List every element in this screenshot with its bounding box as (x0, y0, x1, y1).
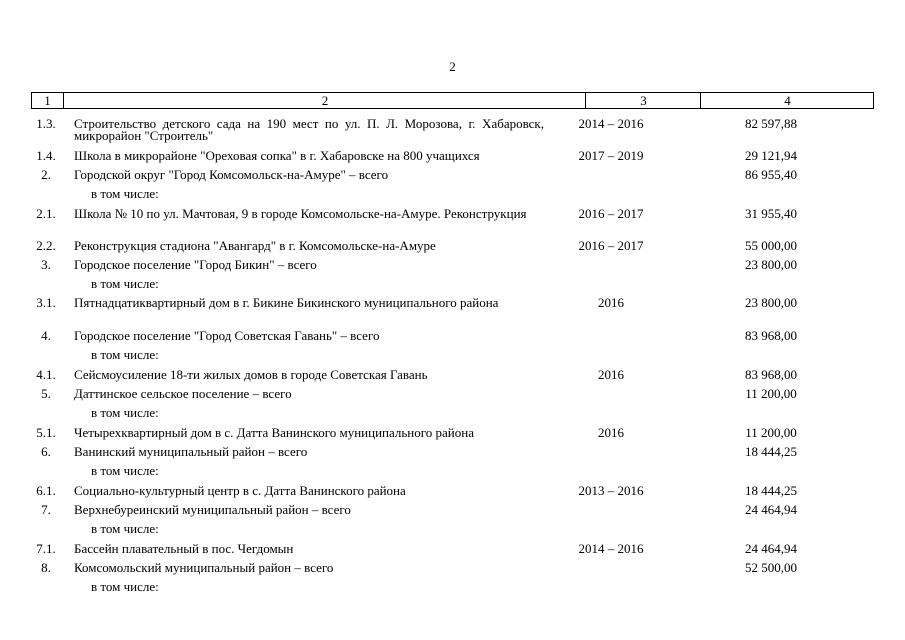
header-col-2: 2 (63, 93, 586, 108)
row-sum: 55 000,00 (745, 238, 797, 253)
row-number: 2.1. (36, 206, 56, 221)
row-years: 2016 – 2017 (578, 238, 644, 253)
row-sum: 18 444,25 (745, 444, 797, 459)
row-sum: 52 500,00 (745, 560, 797, 575)
row-years: 2016 (598, 295, 624, 310)
row-name: в том числе: (91, 463, 159, 478)
row-name: Бассейн плавательный в пос. Чегдомын (74, 541, 294, 556)
row-name: в том числе: (91, 521, 159, 536)
row-number: 3. (41, 257, 51, 272)
row-sum: 83 968,00 (745, 328, 797, 343)
row-name: Даттинское сельское поселение – всего (74, 386, 292, 401)
row-number: 1.3. (36, 116, 56, 131)
row-number: 5. (41, 386, 51, 401)
row-number: 3.1. (36, 295, 56, 310)
row-name: в том числе: (91, 579, 159, 594)
header-col-4: 4 (700, 93, 874, 108)
row-sum: 24 464,94 (745, 541, 797, 556)
row-years: 2014 – 2016 (578, 116, 644, 131)
row-name: в том числе: (91, 405, 159, 420)
row-name: Ванинский муниципальный район – всего (74, 444, 308, 459)
row-name: Строительство детского сада на 190 мест по ул. П. Л. Морозова, г. Хабаровск, микрорайон "Строитель" (74, 116, 544, 143)
row-name: Комсомольский муниципальный район – всего (74, 560, 334, 575)
row-sum: 31 955,40 (745, 206, 797, 221)
row-sum: 18 444,25 (745, 483, 797, 498)
row-years: 2013 – 2016 (578, 483, 644, 498)
row-name: Верхнебуреинский муниципальный район – всего (74, 502, 351, 517)
row-name: в том числе: (91, 347, 159, 362)
row-name: Школа № 10 по ул. Мачтовая, 9 в городе Комсомольске-на-Амуре. Реконструкция (74, 206, 527, 221)
row-name: Четырехквартирный дом в с. Датта Ванинского муниципального района (74, 425, 474, 440)
row-sum: 83 968,00 (745, 367, 797, 382)
row-years: 2017 – 2019 (578, 148, 644, 163)
row-sum: 24 464,94 (745, 502, 797, 517)
row-name: Городской округ "Город Комсомольск-на-Амуре" – всего (74, 167, 389, 182)
row-number: 7. (41, 502, 51, 517)
row-sum: 11 200,00 (745, 425, 797, 440)
row-sum: 86 955,40 (745, 167, 797, 182)
row-number: 4.1. (36, 367, 56, 382)
row-name: в том числе: (91, 186, 159, 201)
row-sum: 11 200,00 (745, 386, 797, 401)
row-years: 2016 (598, 367, 624, 382)
row-name: Пятнадцатиквартирный дом в г. Бикине Бикинского муниципального района (74, 295, 499, 310)
row-sum: 23 800,00 (745, 257, 797, 272)
header-col-1: 1 (44, 93, 51, 108)
row-years: 2016 (598, 425, 624, 440)
row-number: 8. (41, 560, 51, 575)
row-sum: 29 121,94 (745, 148, 797, 163)
table-header (31, 92, 874, 109)
row-name: в том числе: (91, 276, 159, 291)
row-name: Сейсмоусиление 18-ти жилых домов в городе Советская Гавань (74, 367, 428, 382)
header-col-3: 3 (585, 93, 701, 108)
row-number: 2. (41, 167, 51, 182)
row-number: 7.1. (36, 541, 56, 556)
row-years: 2016 – 2017 (578, 206, 644, 221)
row-number: 5.1. (36, 425, 56, 440)
row-number: 6.1. (36, 483, 56, 498)
row-number: 1.4. (36, 148, 56, 163)
row-number: 2.2. (36, 238, 56, 253)
row-number: 4. (41, 328, 51, 343)
row-name: Социально-культурный центр в с. Датта Ванинского района (74, 483, 406, 498)
page-number: 2 (449, 59, 456, 74)
row-name: Школа в микрорайоне "Ореховая сопка" в г. Хабаровске на 800 учащихся (74, 148, 480, 163)
row-name: Реконструкция стадиона "Авангард" в г. Комсомольске-на-Амуре (74, 238, 436, 253)
row-number: 6. (41, 444, 51, 459)
row-name: Городское поселение "Город Советская Гавань" – всего (74, 328, 380, 343)
row-sum: 23 800,00 (745, 295, 797, 310)
row-name: Городское поселение "Город Бикин" – всего (74, 257, 317, 272)
row-years: 2014 – 2016 (578, 541, 644, 556)
row-sum: 82 597,88 (745, 116, 797, 131)
